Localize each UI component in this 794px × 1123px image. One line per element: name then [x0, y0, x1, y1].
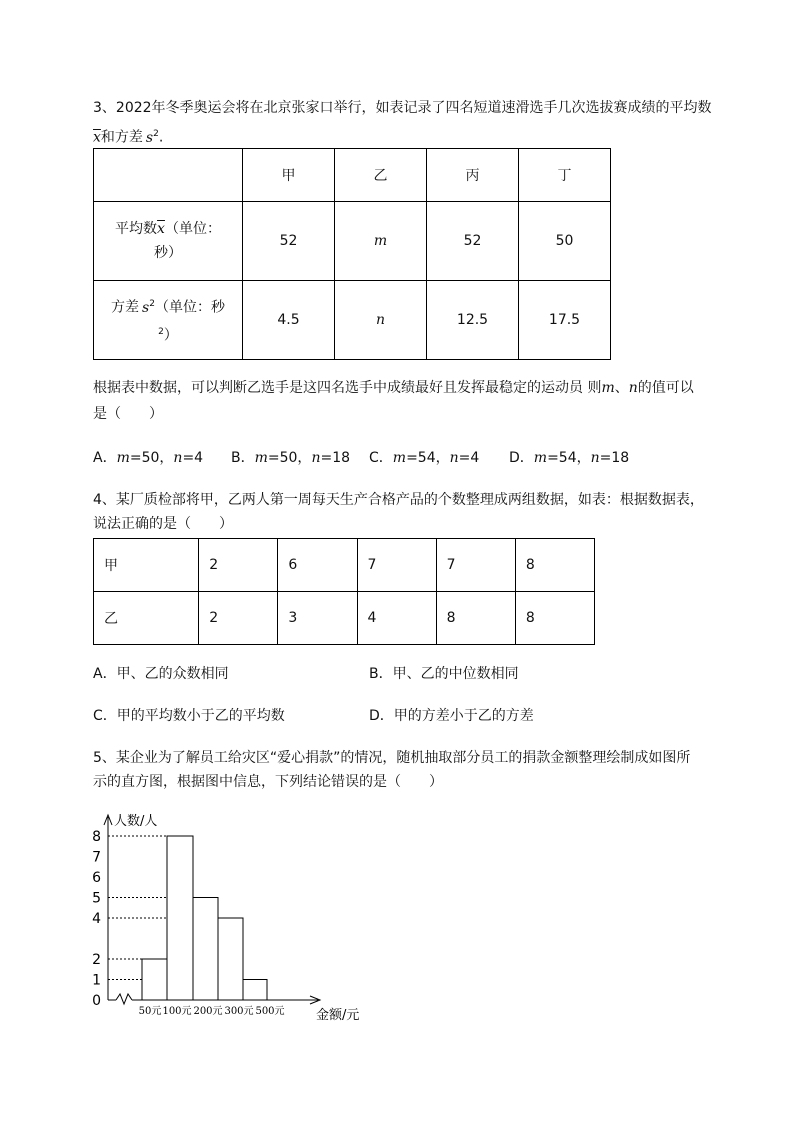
y-tick-label-1: 1 — [92, 972, 101, 989]
q4-jia-v2: 6 — [278, 539, 357, 592]
q3-option-d-prefix: D． — [509, 450, 534, 466]
q3-var-yi: n — [335, 281, 427, 360]
q3-option-c-tail: =4 — [458, 450, 480, 466]
q3-variance-label — [94, 281, 243, 360]
q5-stem-line1: 5、某企业为了解员工给灾区“爱心捐款”的情况，随机抽取部分员工的捐款金额整理绘制成如图所 — [93, 750, 691, 766]
q3-var-unit-sup: 2 — [158, 327, 164, 337]
q3-option-a[interactable] — [93, 448, 203, 468]
y-tick-label-8: 8 — [92, 829, 101, 845]
q4-yi-v5: 8 — [515, 592, 594, 645]
q3-var-jia: 4.5 — [243, 281, 335, 360]
q4-row-jia-label: 甲 — [94, 539, 199, 592]
q4-option-b[interactable]: B．甲、乙的中位数相同 — [369, 666, 519, 682]
q3-mean-bing: 52 — [427, 202, 519, 281]
q4-yi-v2: 3 — [278, 592, 357, 645]
q3-table-mean-row — [94, 202, 611, 281]
q3-var-label-a: 方差 — [111, 300, 140, 316]
q3-stem-text: 3、2022年冬季奥运会将在北京张家口举行，如表记录了四名短道速滑选手几次选拔赛成绩的平均数 — [93, 100, 712, 116]
q3-option-c-n: n — [449, 450, 459, 466]
histogram-bar-2 — [167, 836, 193, 1000]
q3-var-sup: 2 — [149, 299, 155, 310]
q3-option-d-m: m — [533, 450, 548, 466]
y-tick-label-6: 6 — [92, 870, 101, 886]
q3-table — [93, 148, 611, 360]
y-axis-label: 人数/人 — [114, 814, 158, 829]
q3-xbar-symbol: $\overline{x}$ — [93, 129, 101, 146]
q3-stem-line1 — [93, 98, 712, 118]
q3-stem-line2 — [93, 124, 163, 148]
q3-var-label-c: ） — [163, 327, 178, 344]
q3-header-ding: 丁 — [519, 149, 611, 202]
q3-option-c-prefix: C． — [369, 450, 393, 466]
q5-stem-line2: 示的直方图，根据图中信息，下列结论错误的是（ ） — [93, 774, 443, 790]
histogram-bar-1 — [142, 959, 167, 1000]
y-tick-label-0: 0 — [92, 993, 101, 1009]
q4-jia-v5: 8 — [515, 539, 594, 592]
x-axis-label: 金额/元 — [316, 1008, 360, 1023]
q3-stem-end: . — [158, 129, 164, 146]
q3-follow-sep: 、 — [614, 380, 629, 396]
q3-option-b-m: m — [254, 450, 268, 466]
histogram-bar-5 — [243, 980, 267, 1001]
q3-header-yi: 乙 — [335, 149, 427, 202]
x-tick-label-1: 50元 — [138, 1006, 162, 1017]
q4-row-yi-label: 乙 — [94, 592, 199, 645]
q3-follow-line2: 是（ ） — [93, 406, 163, 422]
q3-mean-yi: m — [335, 202, 427, 281]
q3-var-s: s — [142, 300, 150, 316]
x-axis-break-mark — [116, 994, 132, 1004]
q3-stem-text-2: 和方差 — [100, 129, 143, 146]
q4-yi-v1: 2 — [199, 592, 278, 645]
q4-yi-v3: 4 — [357, 592, 436, 645]
q3-mean-jia: 52 — [243, 202, 335, 281]
y-tick-label-2: 2 — [92, 952, 101, 968]
q3-table-header-row — [94, 149, 611, 202]
q4-option-d[interactable]: D．甲的方差小于乙的方差 — [369, 708, 534, 724]
q4-jia-v3: 7 — [357, 539, 436, 592]
q4-option-a[interactable]: A．甲、乙的众数相同 — [93, 666, 229, 682]
q3-var-label-b: （单位：秒 — [154, 300, 225, 316]
q3-var-bing: 12.5 — [427, 281, 519, 360]
q3-header-jia: 甲 — [243, 149, 335, 202]
q4-row-jia — [94, 539, 595, 592]
q3-s-symbol: s — [145, 129, 154, 146]
q3-option-b-tail: =18 — [320, 450, 351, 466]
q3-option-a-m: m — [116, 450, 130, 466]
q3-follow-text: 根据表中数据，可以判断乙选手是这四名选手中成绩最好且发挥最稳定的运动员 则 — [93, 380, 602, 396]
q3-option-d-mid: =54， — [547, 450, 591, 466]
q3-option-a-tail: =4 — [182, 450, 204, 466]
q3-option-a-mid: =50， — [129, 450, 174, 466]
q3-follow-line1 — [93, 378, 694, 398]
q3-var-ding: 17.5 — [519, 281, 611, 360]
q3-option-b-n: n — [311, 450, 321, 466]
y-tick-label-7: 7 — [92, 849, 101, 866]
x-tick-label-4: 300元 — [224, 1006, 254, 1017]
q4-stem-line1: 4、某厂质检部将甲，乙两人第一周每天生产合格产品的个数整理成两组数据，如表：根据数据表， — [93, 492, 704, 508]
q3-s-sup: 2 — [153, 129, 159, 139]
x-tick-label-3: 200元 — [193, 1006, 223, 1017]
q3-follow-m: m — [601, 380, 615, 396]
q4-yi-v4: 8 — [436, 592, 515, 645]
q3-option-c-m: m — [392, 450, 407, 466]
y-tick-label-5: 5 — [92, 890, 101, 907]
q3-mean-label — [94, 202, 243, 281]
q3-option-b-mid: =50， — [267, 450, 312, 466]
q3-mean-label-c: 秒） — [154, 245, 182, 261]
histogram-chart — [80, 805, 380, 1030]
q4-row-yi — [94, 592, 595, 645]
q3-option-d-n: n — [590, 450, 600, 466]
q3-table-variance-row — [94, 281, 611, 360]
x-tick-label-5: 500元 — [255, 1006, 285, 1017]
y-tick-label-4: 4 — [92, 911, 101, 927]
q4-stem-line2: 说法正确的是（ ） — [93, 516, 233, 532]
histogram-bar-4 — [218, 918, 243, 1000]
q3-option-a-n: n — [173, 450, 183, 466]
q4-option-c[interactable]: C．甲的平均数小于乙的平均数 — [93, 708, 285, 724]
q3-option-c[interactable] — [369, 448, 479, 468]
q3-follow-text-2: 的值可以 — [637, 380, 694, 396]
q3-header-blank — [94, 149, 243, 202]
q3-option-a-prefix: A． — [93, 450, 117, 466]
q3-mean-label-a: 平均数 — [115, 221, 158, 237]
q3-option-b-prefix: B． — [231, 450, 255, 466]
q3-option-c-mid: =54， — [406, 450, 450, 466]
q4-table — [93, 538, 595, 645]
q4-jia-v1: 2 — [199, 539, 278, 592]
q3-mean-xbar: $\overline{x}$ — [157, 221, 165, 237]
q3-header-bing: 丙 — [427, 149, 519, 202]
q3-option-d[interactable] — [509, 448, 629, 468]
q3-mean-ding: 50 — [519, 202, 611, 281]
q3-follow-n: n — [628, 380, 638, 396]
q3-option-d-tail: =18 — [599, 450, 630, 466]
histogram-bar-3 — [193, 898, 218, 1001]
q3-option-b[interactable] — [231, 448, 350, 468]
x-tick-label-2: 100元 — [162, 1006, 192, 1017]
q4-jia-v4: 7 — [436, 539, 515, 592]
q3-mean-label-b: （单位： — [164, 221, 221, 237]
